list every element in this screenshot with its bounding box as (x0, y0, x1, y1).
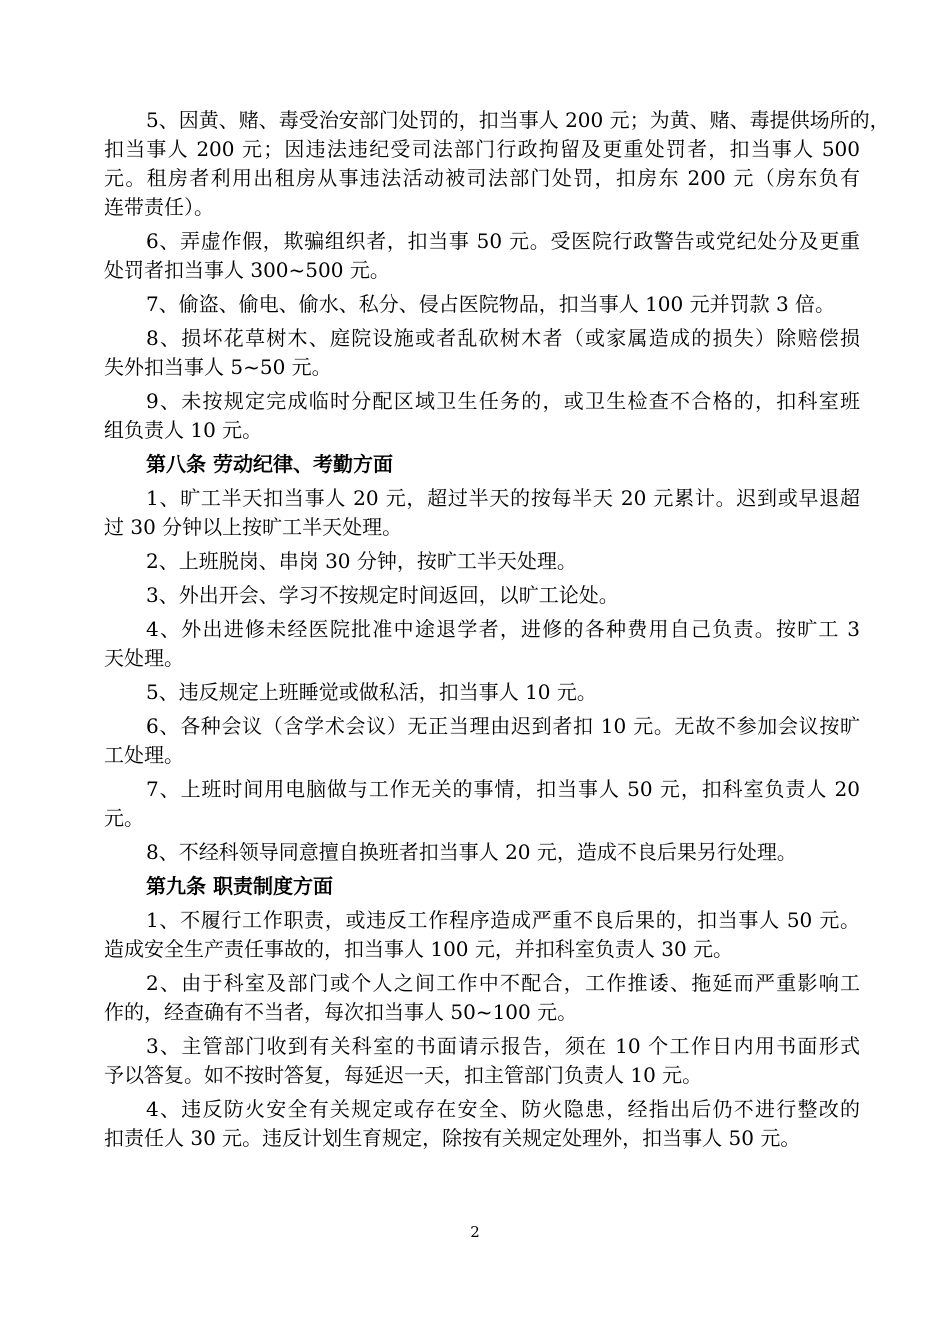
paragraph-line: 3、外出开会、学习不按规定时间返回，以旷工论处。 (146, 583, 619, 607)
paragraph (104, 324, 860, 382)
paragraph-line: 7、偷盗、偷电、偷水、私分、侵占医院物品，扣当事人 100 元并罚款 3 倍。 (146, 292, 836, 316)
page-number: 2 (470, 1223, 480, 1241)
paragraph-line: 予以答复。如不按时答复，每延迟一天，扣主管部门负责人 10 元。 (104, 1063, 703, 1087)
paragraph-line: 6、各种会议（含学术会议）无正当理由迟到者扣 10 元。无故不参加会议按旷 (146, 714, 860, 738)
paragraph-line: 元。租房者利用出租房从事违法活动被司法部门处罚，扣房东 200 元（房东负有 (104, 166, 860, 190)
paragraph-line: 5、因黄、赌、毒受治安部门处罚的，扣当事人 200 元；为黄、赌、毒提供场所的， (146, 108, 890, 132)
section-heading: 第九条 职责制度方面 (146, 874, 333, 898)
paragraph (104, 106, 890, 222)
paragraph-line: 过 30 分钟以上按旷工半天处理。 (104, 515, 403, 539)
paragraph (104, 387, 860, 445)
paragraph (104, 775, 860, 833)
paragraph-line: 连带责任）。 (104, 195, 214, 219)
paragraph-line: 2、由于科室及部门或个人之间工作中不配合，工作推诿、拖延而严重影响工 (146, 971, 860, 995)
document-body (104, 106, 890, 1158)
paragraph-line: 5、违反规定上班睡觉或做私活，扣当事人 10 元。 (146, 680, 597, 704)
paragraph-line: 1、旷工半天扣当事人 20 元，超过半天的按每半天 20 元累计。迟到或早退超 (146, 486, 860, 510)
paragraph-line: 扣责任人 30 元。违反计划生育规定，除按有关规定处理外，扣当事人 50 元。 (104, 1126, 801, 1150)
paragraph-line: 元。 (104, 806, 144, 830)
paragraph-line: 处罚者扣当事人 300~500 元。 (104, 258, 390, 282)
paragraph-line: 3、主管部门收到有关科室的书面请示报告，须在 10 个工作日内用书面形式 (146, 1034, 860, 1058)
paragraph-line: 8、不经科领导同意擅自换班者扣当事人 20 元，造成不良后果另行处理。 (146, 840, 797, 864)
section-heading: 第八条 劳动纪律、考勤方面 (146, 452, 393, 476)
paragraph (104, 1095, 860, 1153)
paragraph-line: 扣当事人 200 元；因违法违纪受司法部门行政拘留及更重处罚者，扣当事人 500 (104, 137, 860, 161)
paragraph (104, 678, 860, 707)
paragraph (104, 712, 860, 770)
paragraph (104, 547, 860, 576)
paragraph (104, 484, 860, 542)
paragraph-line: 1、不履行工作职责，或违反工作程序造成严重不良后果的，扣当事人 50 元。 (146, 908, 860, 932)
paragraph-line: 天处理。 (104, 646, 184, 670)
paragraph (104, 227, 860, 285)
paragraph-line: 组负责人 10 元。 (104, 418, 263, 442)
paragraph-line: 工处理。 (104, 743, 184, 767)
paragraph-line: 6、弄虚作假，欺骗组织者，扣当事 50 元。受医院行政警告或党纪处分及更重 (146, 229, 860, 253)
paragraph (104, 615, 860, 673)
paragraph-line: 9、未按规定完成临时分配区域卫生任务的，或卫生检查不合格的，扣科室班 (146, 389, 860, 413)
paragraph-line: 失外扣当事人 5~50 元。 (104, 355, 332, 379)
paragraph-line: 7、上班时间用电脑做与工作无关的事情，扣当事人 50 元，扣科室负责人 20 (146, 777, 860, 801)
paragraph (104, 1032, 860, 1090)
paragraph-line: 4、违反防火安全有关规定或存在安全、防火隐患，经指出后仍不进行整改的 (146, 1097, 860, 1121)
paragraph (104, 290, 860, 319)
paragraph (104, 969, 860, 1027)
paragraph-line: 2、上班脱岗、串岗 30 分钟，按旷工半天处理。 (146, 549, 577, 573)
paragraph-line: 作的，经查确有不当者，每次扣当事人 50~100 元。 (104, 1000, 578, 1024)
paragraph-line: 4、外出进修未经医院批准中途退学者，进修的各种费用自己负责。按旷工 3 (146, 617, 860, 641)
paragraph-line: 造成安全生产责任事故的，扣当事人 100 元，并扣科室负责人 30 元。 (104, 937, 734, 961)
paragraph-line: 8、损坏花草树木、庭院设施或者乱砍树木者（或家属造成的损失）除赔偿损 (146, 326, 860, 350)
paragraph (104, 906, 860, 964)
paragraph (104, 838, 860, 867)
paragraph (104, 581, 860, 610)
